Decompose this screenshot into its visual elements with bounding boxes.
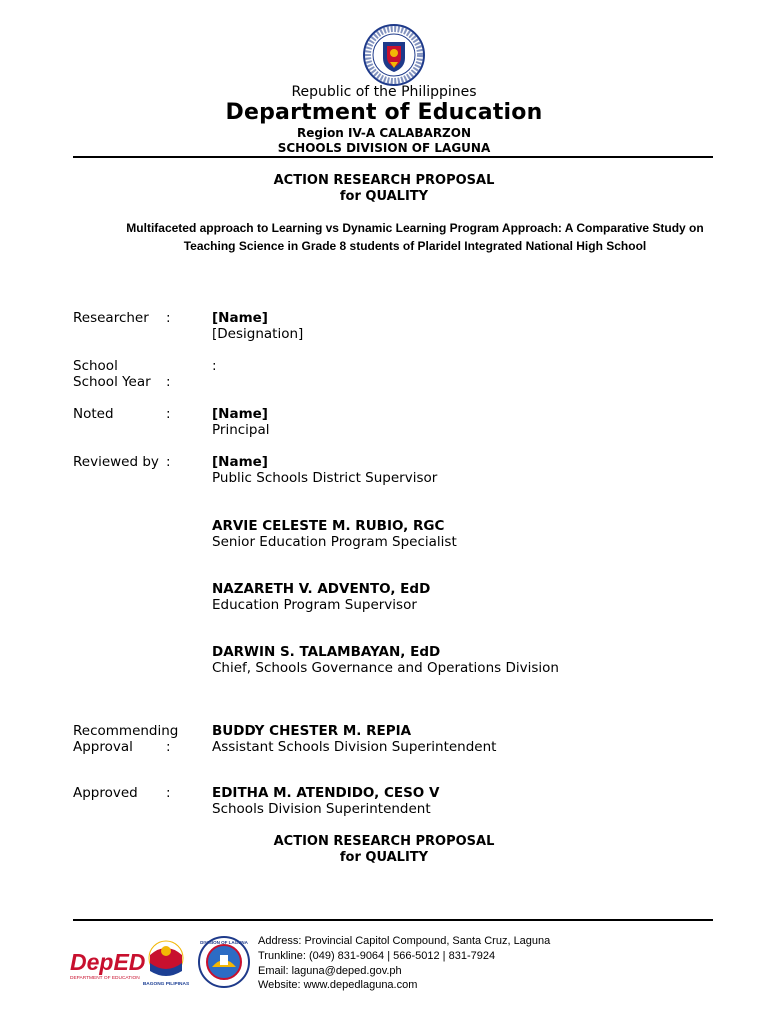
bagong-pilipinas-logo xyxy=(143,941,190,987)
recommending-label: Recommending Approval : xyxy=(73,723,179,755)
department-title: Department of Education xyxy=(225,100,543,125)
reviewer-2 xyxy=(212,518,457,550)
reviewer-position: Education Program Supervisor xyxy=(212,597,417,613)
deped-seal-logo xyxy=(359,24,429,86)
header-rule xyxy=(73,156,713,158)
footer-rule xyxy=(73,919,713,921)
study-title-line2: Teaching Science in Grade 8 students of Plaridel Integrated National High School xyxy=(183,239,647,253)
footer-website[interactable]: Website: www.depedlaguna.com xyxy=(258,979,418,992)
school-year-label: School Year : xyxy=(73,374,171,390)
reviewer-3 xyxy=(212,581,430,613)
reviewer-name: DARWIN S. TALAMBAYAN, EdD xyxy=(212,644,441,660)
footer-address: Address: Provincial Capitol Compound, Santa Cruz, Laguna xyxy=(258,935,551,947)
reviewer-name: ARVIE CELESTE M. RUBIO, RGC xyxy=(212,518,445,534)
noted-label: Noted : xyxy=(73,406,171,422)
proposal-title-repeat-line1: ACTION RESEARCH PROPOSAL xyxy=(273,834,495,849)
footer-email[interactable]: Email: laguna@deped.gov.ph xyxy=(258,964,402,977)
approved-block xyxy=(212,785,439,817)
recommending-position: Assistant Schools Division Superintendent xyxy=(212,739,497,755)
recommending-name: BUDDY CHESTER M. REPIA xyxy=(212,723,412,739)
recommending-block xyxy=(212,723,496,755)
division-text: SCHOOLS DIVISION OF LAGUNA xyxy=(277,141,491,155)
proposal-title-repeat xyxy=(0,834,768,866)
footer-contact xyxy=(258,934,550,993)
noted-name: [Name] xyxy=(212,406,268,422)
proposal-title-line1: ACTION RESEARCH PROPOSAL xyxy=(273,173,495,188)
noted-block xyxy=(212,406,270,438)
study-title-line1: Multifaceted approach to Learning vs Dynamic Learning Program Approach: A Comparative Study on xyxy=(126,221,704,235)
school-label: School xyxy=(73,358,118,374)
division-of-laguna-seal xyxy=(199,937,249,987)
footer-logos xyxy=(68,935,252,991)
footer-trunkline: Trunkline: (049) 831-9064 | 566-5012 | 831-7924 xyxy=(258,949,496,962)
researcher-block xyxy=(212,310,303,342)
school-colon: : xyxy=(212,358,217,374)
republic-text: Republic of the Philippines xyxy=(291,84,477,100)
svg-text:DEPARTMENT OF EDUCATION: DEPARTMENT OF EDUCATION xyxy=(70,976,140,981)
study-title xyxy=(110,219,720,255)
reviewer-position: Chief, Schools Governance and Operations Division xyxy=(212,660,559,676)
reviewer-name: NAZARETH V. ADVENTO, EdD xyxy=(212,581,431,597)
reviewed-label: Reviewed by : xyxy=(73,454,171,470)
proposal-title-line2: for QUALITY xyxy=(339,189,429,204)
approved-name: EDITHA M. ATENDIDO, CESO V xyxy=(212,785,440,801)
researcher-label: Researcher : xyxy=(73,310,171,326)
proposal-title xyxy=(0,173,768,205)
reviewer-name: [Name] xyxy=(212,454,268,470)
reviewer-4 xyxy=(212,644,559,676)
region-text: Region IV-A CALABARZON xyxy=(296,126,472,140)
reviewer-position: Senior Education Program Specialist xyxy=(212,534,457,550)
reviewer-1 xyxy=(212,454,437,486)
deped-logo xyxy=(70,949,145,981)
reviewer-position: Public Schools District Supervisor xyxy=(212,470,438,486)
researcher-name: [Name] xyxy=(212,310,268,326)
approved-position: Schools Division Superintendent xyxy=(212,801,431,817)
researcher-designation: [Designation] xyxy=(212,326,304,342)
approved-label: Approved : xyxy=(73,785,171,801)
noted-position: Principal xyxy=(212,422,270,438)
svg-text:DIVISION OF LAGUNA: DIVISION OF LAGUNA xyxy=(200,940,248,945)
svg-text:DepED: DepED xyxy=(70,949,146,975)
svg-text:BAGONG PILIPINAS: BAGONG PILIPINAS xyxy=(142,982,190,987)
proposal-title-repeat-line2: for QUALITY xyxy=(339,850,429,865)
